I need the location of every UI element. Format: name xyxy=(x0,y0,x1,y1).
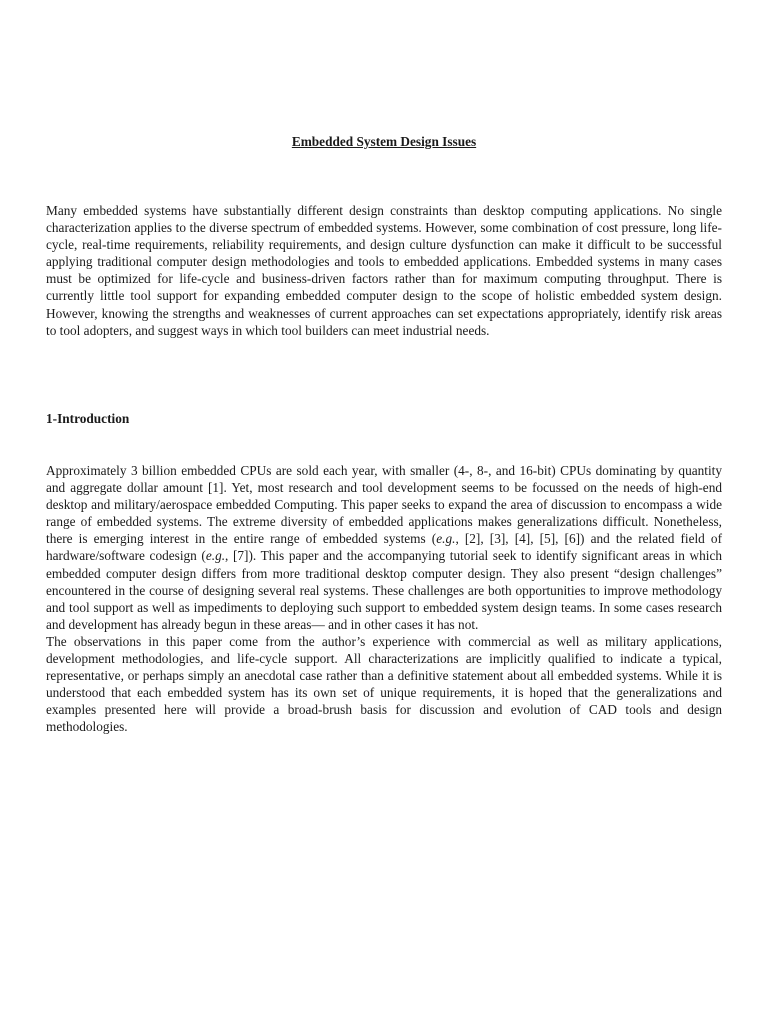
intro-paragraph-1 xyxy=(46,462,722,633)
abstract-paragraph xyxy=(46,202,722,339)
intro-p1-eg-1: e.g. xyxy=(436,531,456,547)
intro-p1-part1: Approximately 3 billion embedded CPUs are sold each year, with smaller (4-, 8-, and 16-bit) CPUs dominating by quantity and aggregate dollar amount [1]. Yet, most research and tool development seems to be focussed on the needs of high-end desktop and military/aerospace embedded Computing. This paper seeks to expand the area of discussion to encompass a wide range of embedded systems. The extreme diversity of embedded applications makes generalizations difficult. Nonetheless, there is emerging interest in the entire range of embedded systems ( xyxy=(46,463,722,547)
abstract-text: Many embedded systems have substantially different design constraints than desktop computing applications. No single characterization applies to the diverse spectrum of embedded systems. However, some combination of cost pressure, long life-cycle, real-time requirements, reliability requirements, and design culture dysfunction can make it difficult to be successful applying traditional computer design methodologies and tools to embedded applications. Embedded systems in many cases must be optimized for life-cycle and business-driven factors rather than for maximum computing throughput. There is currently little tool support for expanding embedded computer design to the scope of holistic embedded system design. However, knowing the strengths and weaknesses of current approaches can set expectations appropriately, identify risk areas to tool adopters, and suggest ways in which tool builders can meet industrial needs. xyxy=(46,203,722,338)
section-heading: 1-Introduction xyxy=(46,411,130,426)
document-title: Embedded System Design Issues xyxy=(291,134,477,149)
intro-p1-eg-2: e.g. xyxy=(205,548,226,564)
introduction-body xyxy=(46,462,722,736)
intro-p1-part3: , [7]). This paper and the accompanying tutorial seek to identify significant areas in which embedded computer design differs from more traditional desktop computer design. They also present “design challenges” encountered in the course of designing several real systems. These challenges are both opportunities to improve methodology and tool support as well as impediments to deploying such support to embedded system design teams. In some cases research and development has already begun in these areas— and in other cases it has not. xyxy=(46,548,722,632)
intro-p1-part2: , [2], [3], [4], [5], [6]) and the related field of hardware/software codesign ( xyxy=(46,531,723,564)
intro-paragraph-2: The observations in this paper come from the author’s experience with commercial as well as military applications, development methodologies, and life-cycle support. All characterizations are implicitly qualified to indicate a typical, representative, or perhaps simply an anecdotal case rather than a definitive statement about all embedded systems. While it is understood that each embedded system has its own set of unique requirements, it is hoped that the generalizations and examples presented here will provide a broad-brush basis for discussion and evolution of CAD tools and design methodologies. xyxy=(46,633,722,735)
